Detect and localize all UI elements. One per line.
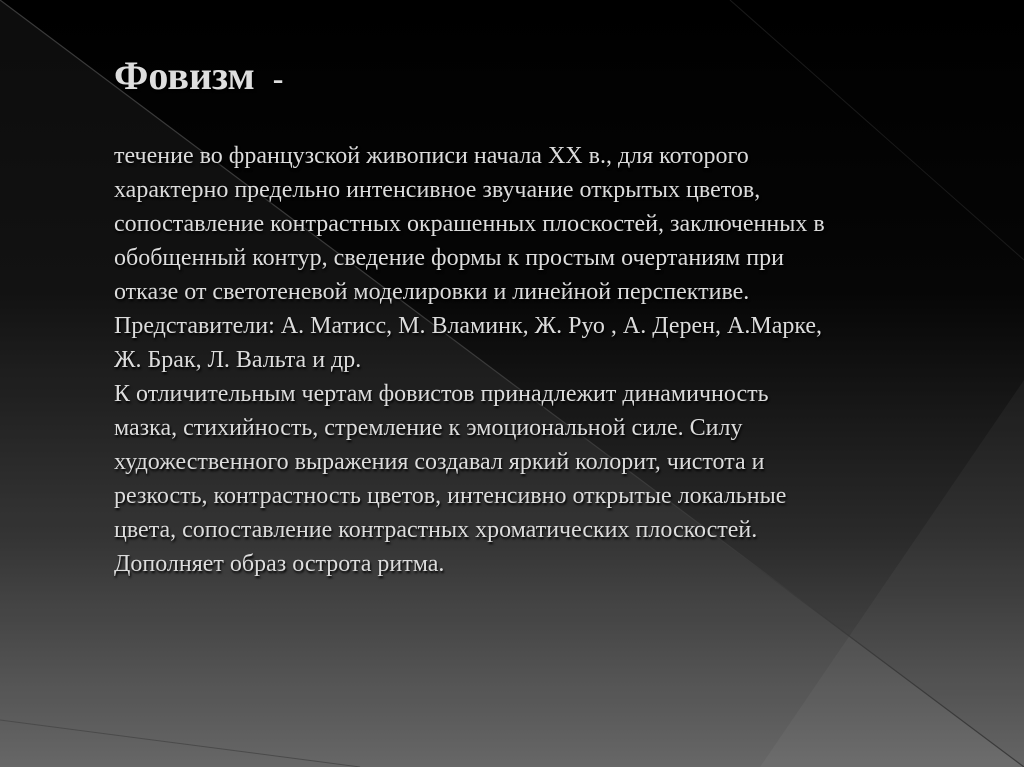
body-line: обобщенный контур, сведение формы к простым очертаниям при xyxy=(114,245,784,271)
body-line: К отличительным чертам фовистов принадлежит динамичность xyxy=(114,381,769,407)
body-line: отказе от светотеневой моделировки и линейной перспективе. xyxy=(114,279,750,305)
body-line: мазка, стихийность, стремление к эмоциональной силе. Силу xyxy=(114,415,743,441)
body-line: характерно предельно интенсивное звучание открытых цветов, xyxy=(114,177,761,203)
body-line: Ж. Брак, Л. Вальта и др. xyxy=(114,347,362,373)
slide-body xyxy=(114,139,1014,581)
body-line: резкость, контрастность цветов, интенсивно открытые локальные xyxy=(114,483,787,509)
body-line: художественного выражения создавал яркий колорит, чистота и xyxy=(114,449,765,475)
slide-title xyxy=(114,50,283,104)
body-line: Дополняет образ острота ритма. xyxy=(114,551,445,577)
body-line: цвета, сопоставление контрастных хроматических плоскостей. xyxy=(114,517,758,543)
body-line: Представители: А. Матисс, М. Вламинк, Ж. Руо , А. Дерен, А.Марке, xyxy=(114,313,823,339)
slide-title-text: Фовизм xyxy=(114,53,255,98)
slide-title-dash: - xyxy=(272,60,284,96)
body-line: сопоставление контрастных окрашенных плоскостей, заключенных в xyxy=(114,211,825,237)
body-line: течение во французской живописи начала XX в., для которого xyxy=(114,143,749,169)
